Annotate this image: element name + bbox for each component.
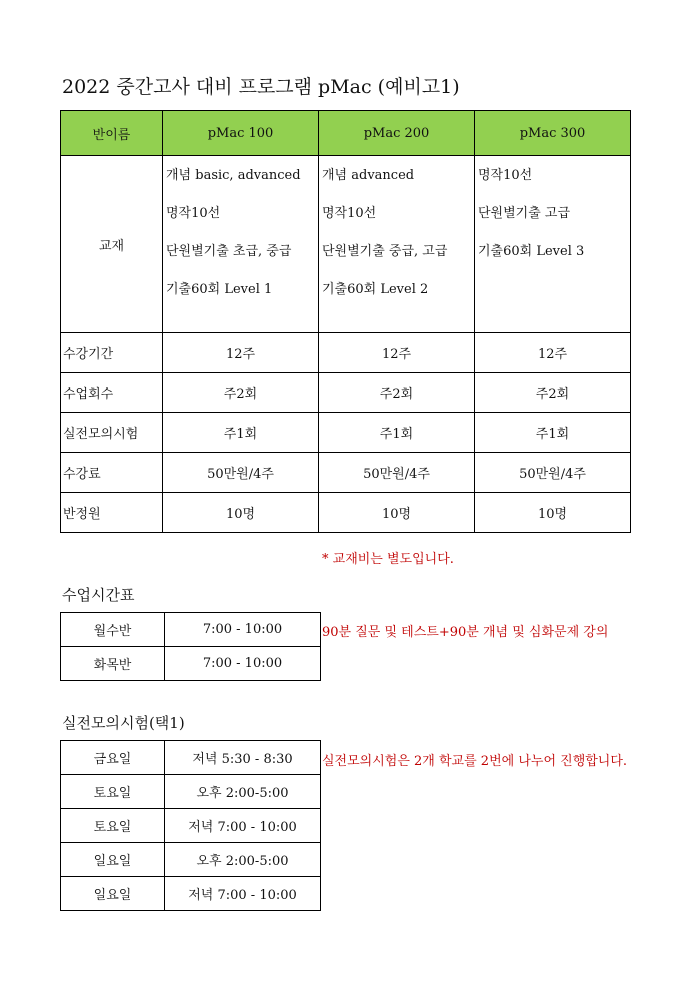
table-row	[61, 877, 321, 911]
class-schedule-table	[60, 612, 321, 681]
material-item: 명작10선	[322, 206, 377, 221]
pmac-300-materials	[475, 156, 631, 333]
material-item: 기출60회 Level 2	[322, 282, 429, 297]
tuition-row	[61, 453, 631, 493]
exam-day: 토요일	[61, 809, 165, 843]
pmac-100-materials	[163, 156, 319, 333]
exam-time: 저녁 7:00 - 10:00	[165, 809, 321, 843]
duration-row	[61, 333, 631, 373]
material-item: 단원별기출 초급, 중급	[166, 244, 292, 259]
exam-time: 오후 2:00-5:00	[165, 843, 321, 877]
table-row	[61, 809, 321, 843]
table-cell: 12주	[163, 333, 319, 373]
pmac-300-header: pMac 300	[475, 111, 631, 156]
row-label: 수강기간	[61, 333, 163, 373]
table-cell: 10명	[319, 493, 475, 533]
table-cell: 50만원/4주	[319, 453, 475, 493]
table-row	[61, 843, 321, 877]
table-cell: 50만원/4주	[475, 453, 631, 493]
exam-day: 금요일	[61, 741, 165, 775]
table-row	[61, 741, 321, 775]
row-label: 반정원	[61, 493, 163, 533]
schedule-time: 7:00 - 10:00	[165, 613, 321, 647]
mock-exam-table	[60, 740, 321, 911]
exam-time: 오후 2:00-5:00	[165, 775, 321, 809]
table-cell: 주1회	[163, 413, 319, 453]
table-cell: 주1회	[319, 413, 475, 453]
sessions-row	[61, 373, 631, 413]
mock-exam-row	[61, 413, 631, 453]
table-cell: 50만원/4주	[163, 453, 319, 493]
program-header-row	[61, 111, 631, 156]
table-row	[61, 613, 321, 647]
row-label: 실전모의시험	[61, 413, 163, 453]
schedule-time: 7:00 - 10:00	[165, 647, 321, 681]
class-schedule-title: 수업시간표	[62, 586, 135, 604]
table-cell: 12주	[475, 333, 631, 373]
row-label: 수업회수	[61, 373, 163, 413]
exam-day: 일요일	[61, 843, 165, 877]
class-name-header: 반이름	[61, 111, 163, 156]
material-item: 명작10선	[166, 206, 221, 221]
material-item: 개념 advanced	[322, 168, 415, 183]
table-cell: 10명	[475, 493, 631, 533]
table-cell: 12주	[319, 333, 475, 373]
material-item: 단원별기출 고급	[478, 206, 571, 221]
material-item: 명작10선	[478, 168, 533, 183]
material-fee-note: * 교재비는 별도입니다.	[322, 552, 454, 567]
program-table	[60, 110, 631, 533]
materials-row	[61, 156, 631, 333]
pmac-200-materials	[319, 156, 475, 333]
material-item: 기출60회 Level 3	[478, 244, 585, 259]
pmac-100-header: pMac 100	[163, 111, 319, 156]
exam-day: 토요일	[61, 775, 165, 809]
exam-time: 저녁 5:30 - 8:30	[165, 741, 321, 775]
materials-label: 교재	[61, 156, 163, 333]
table-cell: 주2회	[475, 373, 631, 413]
table-row	[61, 775, 321, 809]
material-item: 단원별기출 중급, 고급	[322, 244, 448, 259]
material-item: 기출60회 Level 1	[166, 282, 273, 297]
schedule-day: 월수반	[61, 613, 165, 647]
table-cell: 10명	[163, 493, 319, 533]
schedule-day: 화목반	[61, 647, 165, 681]
table-row	[61, 647, 321, 681]
capacity-row	[61, 493, 631, 533]
pmac-200-header: pMac 200	[319, 111, 475, 156]
class-schedule-note: 90분 질문 및 테스트+90분 개념 및 심화문제 강의	[322, 625, 609, 640]
exam-day: 일요일	[61, 877, 165, 911]
table-cell: 주2회	[319, 373, 475, 413]
page-title: 2022 중간고사 대비 프로그램 pMac (예비고1)	[62, 76, 460, 98]
mock-exam-note: 실전모의시험은 2개 학교를 2번에 나누어 진행합니다.	[322, 754, 628, 769]
mock-exam-title: 실전모의시험(택1)	[62, 714, 185, 732]
row-label: 수강료	[61, 453, 163, 493]
material-item: 개념 basic, advanced	[166, 168, 301, 183]
exam-time: 저녁 7:00 - 10:00	[165, 877, 321, 911]
table-cell: 주1회	[475, 413, 631, 453]
table-cell: 주2회	[163, 373, 319, 413]
